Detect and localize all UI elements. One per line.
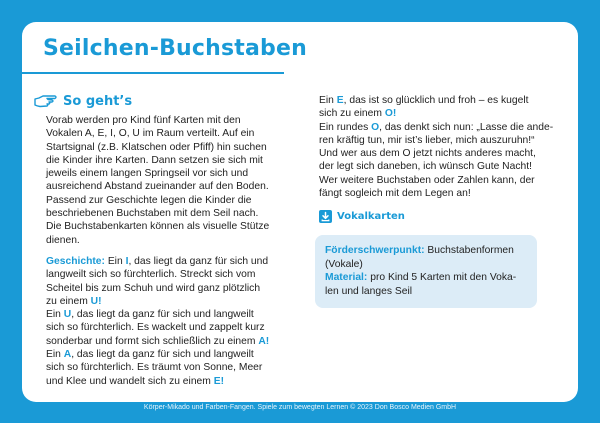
story-text-part: Ein: [104, 255, 126, 267]
story-line: der legt sich daneben, ich wünsch Gute Nacht!: [319, 161, 532, 173]
focus-line: [325, 244, 525, 258]
story-text-part: sich zu einem: [319, 108, 385, 120]
section-title: So geht’s: [63, 93, 133, 109]
intro-line: Vokalen A, E, I, O, U im Raum verteilt. Auf ein: [46, 128, 255, 140]
title-rule: [22, 72, 284, 74]
intro-text: [34, 114, 298, 247]
story-line: [46, 295, 298, 308]
story-line: Und wer aus dem O jetzt nichts anderes macht,: [319, 148, 536, 160]
story-line: ren kräftig tun, mir ist’s lieber, mich auszuruhn!“: [319, 134, 535, 146]
page-title: Seilchen-Buchstaben: [43, 36, 307, 61]
vokalkarten-label: Vokalkarten: [337, 211, 405, 223]
story-line: [46, 375, 298, 388]
intro-line: jeweils einem langen Springseil vor sich und: [46, 168, 249, 180]
pointing-hand-icon: [34, 93, 58, 109]
story-text-part: , das denkt sich nun: „Lasse die ande-: [379, 121, 554, 133]
story-text-part: !: [392, 108, 397, 120]
letter-highlight: I: [125, 255, 129, 267]
story-line: fängt sogleich mit dem Legen an!: [319, 188, 471, 200]
story-text: [34, 255, 298, 388]
story-line: [319, 107, 559, 120]
material-line: [325, 271, 525, 285]
story-line: Scheitel bis zum Schuh und wird ganz plötzlich: [46, 282, 261, 294]
story-text-part: Ein: [46, 349, 64, 361]
intro-line: ausreichend Abstand zueinander auf den Boden.: [46, 181, 269, 193]
story-line: [46, 348, 298, 361]
footer-credit: Körper-Mikado und Farben-Fangen. Spiele zum bewegten Lernen © 2023 Don Bosco Medien GmbH: [143, 404, 457, 411]
story-label: Geschichte:: [46, 255, 105, 267]
section-heading: [34, 90, 298, 112]
intro-line: die Kinder ihre Karten. Dann setzen sie sich mit: [46, 154, 263, 166]
story-text-part: , das liegt da ganz für sich und langweilt: [71, 349, 254, 361]
story-text-part: !: [220, 375, 225, 387]
card: [22, 22, 578, 402]
focus-label: Förderschwerpunkt:: [325, 245, 425, 257]
letter-highlight: A: [258, 335, 266, 347]
letter-highlight: O: [384, 108, 393, 120]
intro-line: beschriebenen Buchstaben mit dem Seil nach.: [46, 208, 259, 220]
story-line: [46, 255, 298, 268]
intro-line: Passend zur Geschichte legen die Kinder die: [46, 194, 252, 206]
story-text-part: und Klee und wandelt sich zu einem: [46, 375, 214, 387]
story-text-part: sonderbar und formt sich schließlich zu einem: [46, 335, 259, 347]
material-label: Material:: [325, 272, 368, 284]
letter-highlight: A: [63, 349, 72, 361]
focus-value: Buchstabenformen: [424, 245, 514, 257]
left-column: [34, 90, 298, 388]
letter-highlight: E: [336, 95, 344, 106]
story-text-part: , das ist so glücklich und froh – es kugelt: [343, 95, 529, 106]
story-line: sich so fürchterlich. Es wackelt und zappelt kurz: [46, 322, 265, 334]
story-text-part: , das liegt da ganz für sich und: [128, 255, 269, 267]
story-text-part: !: [265, 335, 270, 347]
story-line: sich so fürchterlich. Es träumt von Sonne, Meer: [46, 362, 263, 374]
story-line: [319, 94, 559, 107]
story-text-part: Ein: [46, 309, 64, 321]
story-text-part: !: [98, 295, 102, 307]
letter-highlight: O: [371, 121, 380, 133]
info-box: [315, 235, 537, 308]
vokalkarten-link[interactable]: [319, 210, 559, 223]
story-line: langweilt sich so fürchterlich. Streckt sich vom: [46, 269, 256, 281]
intro-line: Startsignal (z.B. Klatschen oder Pfiff) hin suchen: [46, 141, 267, 153]
story-continuation: [319, 94, 559, 200]
story-text-part: zu einem: [46, 295, 91, 307]
intro-line: Die Buchstabenkarten können als visuelle Stütze: [46, 221, 270, 233]
story-text-part: , das liegt da ganz für sich und langweilt: [71, 309, 254, 321]
story-text-part: Ein rundes: [319, 121, 372, 133]
material-value: pro Kind 5 Karten mit den Voka-: [367, 272, 517, 284]
story-text-part: Ein: [319, 95, 337, 106]
intro-line: dienen.: [46, 234, 80, 246]
letter-highlight: U: [63, 309, 72, 321]
right-column: [319, 94, 559, 308]
story-line: [319, 121, 559, 134]
letter-highlight: U: [90, 295, 99, 307]
focus-value-cont: (Vokale): [325, 258, 363, 270]
story-line: Wer weitere Buchstaben oder Zahlen kann, der: [319, 174, 535, 186]
intro-line: Vorab werden pro Kind fünf Karten mit den: [46, 115, 241, 126]
letter-highlight: E: [213, 375, 221, 387]
story-line: [46, 335, 298, 348]
story-line: [46, 308, 298, 321]
material-value-cont: len und langes Seil: [325, 285, 413, 297]
download-icon: [319, 210, 332, 223]
